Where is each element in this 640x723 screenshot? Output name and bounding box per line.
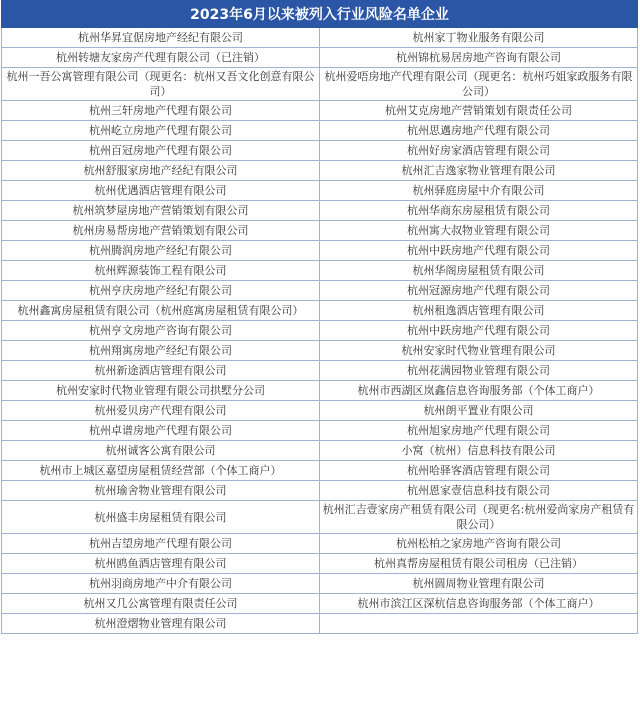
company-cell-left: 杭州羽商房地产中介有限公司 (2, 574, 320, 594)
company-cell-right: 杭州思邁房地产代理有限公司 (320, 121, 638, 141)
table-row (2, 201, 638, 221)
table-row (2, 68, 638, 101)
table-row (2, 161, 638, 181)
company-cell-left: 杭州市上城区嘉望房屋租赁经营部（个体工商户） (2, 461, 320, 481)
table-row (2, 441, 638, 461)
company-cell-right: 小窝（杭州）信息科技有限公司 (320, 441, 638, 461)
company-cell-right: 杭州哈驿客酒店管理有限公司 (320, 461, 638, 481)
company-cell-right: 杭州汇吉壹家房产租赁有限公司（现更名:杭州爱尚家房产租赁有限公司） (320, 501, 638, 534)
company-cell-right: 杭州驿庭房屋中介有限公司 (320, 181, 638, 201)
company-cell-left: 杭州新途酒店管理有限公司 (2, 361, 320, 381)
company-cell-left: 杭州转塘友家房产代理有限公司（已注销） (2, 48, 320, 68)
company-cell-left: 杭州鑫寓房屋租赁有限公司（杭州庭寓房屋租赁有限公司） (2, 301, 320, 321)
company-cell-left: 杭州辉源装饰工程有限公司 (2, 261, 320, 281)
company-cell-left: 杭州一吾公寓管理有限公司（现更名：杭州又吾文化创意有限公司） (2, 68, 320, 101)
table-row (2, 501, 638, 534)
company-cell-left: 杭州鸥鱼酒店管理有限公司 (2, 554, 320, 574)
table-row (2, 48, 638, 68)
table-row (2, 321, 638, 341)
table-row (2, 141, 638, 161)
table-row (2, 101, 638, 121)
company-cell-left: 杭州腾润房地产经纪有限公司 (2, 241, 320, 261)
company-cell-right: 杭州恩家壹信息科技有限公司 (320, 481, 638, 501)
company-cell-right: 杭州爱唔房地产代理有限公司（现更名：杭州巧姐家政服务有限公司） (320, 68, 638, 101)
table-row (2, 121, 638, 141)
company-cell-right: 杭州艾克房地产营销策划有限责任公司 (320, 101, 638, 121)
company-cell-left: 杭州盛丰房屋租赁有限公司 (2, 501, 320, 534)
company-cell-left: 杭州又几公寓管理有限责任公司 (2, 594, 320, 614)
company-cell-right: 杭州市滨江区深杭信息咨询服务部（个体工商户） (320, 594, 638, 614)
company-cell-left: 杭州亨庆房地产经纪有限公司 (2, 281, 320, 301)
table-row (2, 281, 638, 301)
company-cell-right: 杭州市西湖区岚鑫信息咨询服务部（个体工商户） (320, 381, 638, 401)
company-cell-left: 杭州筑梦屋房地产营销策划有限公司 (2, 201, 320, 221)
company-cell-right: 杭州汇吉逸家物业管理有限公司 (320, 161, 638, 181)
table-row (2, 341, 638, 361)
company-cell-left: 杭州瑜舍物业管理有限公司 (2, 481, 320, 501)
company-cell-right: 杭州安家时代物业管理有限公司 (320, 341, 638, 361)
company-cell-right: 杭州好房家酒店管理有限公司 (320, 141, 638, 161)
company-cell-left: 杭州优遇酒店管理有限公司 (2, 181, 320, 201)
table-row (2, 401, 638, 421)
company-cell-right: 杭州旭家房地产代理有限公司 (320, 421, 638, 441)
table-row (2, 574, 638, 594)
table-row (2, 461, 638, 481)
company-cell-right: 杭州华阁房屋租赁有限公司 (320, 261, 638, 281)
table-row (2, 241, 638, 261)
company-cell-right: 杭州朗平置业有限公司 (320, 401, 638, 421)
company-cell-right: 杭州冠源房地产代理有限公司 (320, 281, 638, 301)
company-cell-left: 杭州亨文房地产咨询有限公司 (2, 321, 320, 341)
table-row (2, 481, 638, 501)
company-cell-right: 杭州圆周物业管理有限公司 (320, 574, 638, 594)
table-row (2, 301, 638, 321)
table-title: 2023年6月以来被列入行业风险名单企业 (2, 1, 638, 28)
company-cell-left: 杭州三轩房地产代理有限公司 (2, 101, 320, 121)
table-header-row (2, 1, 638, 28)
company-cell-left: 杭州百冠房地产代理有限公司 (2, 141, 320, 161)
table-body (2, 28, 638, 634)
company-cell-left: 杭州舒服家房地产经纪有限公司 (2, 161, 320, 181)
company-cell-left: 杭州翔寓房地产经纪有限公司 (2, 341, 320, 361)
risk-list-table (1, 0, 638, 634)
table-row (2, 381, 638, 401)
company-cell-right: 杭州中跃房地产代理有限公司 (320, 321, 638, 341)
table-row (2, 554, 638, 574)
company-cell-left: 杭州安家时代物业管理有限公司拱墅分公司 (2, 381, 320, 401)
company-cell-right: 杭州家丁物业服务有限公司 (320, 28, 638, 48)
table-row (2, 221, 638, 241)
company-cell-left: 杭州吉望房地产代理有限公司 (2, 534, 320, 554)
company-cell-right: 杭州松柏之家房地产咨询有限公司 (320, 534, 638, 554)
table-row (2, 594, 638, 614)
company-cell-right: 杭州寓大叔物业管理有限公司 (320, 221, 638, 241)
company-cell-right: 杭州华商东房屋租赁有限公司 (320, 201, 638, 221)
table-row (2, 534, 638, 554)
company-cell-right: 杭州真帮房屋租赁有限公司租房（已注销） (320, 554, 638, 574)
table-row (2, 28, 638, 48)
table-row (2, 614, 638, 634)
company-cell-right: 杭州租逸酒店管理有限公司 (320, 301, 638, 321)
company-cell-left: 杭州华昇宜倨房地产经纪有限公司 (2, 28, 320, 48)
table-row (2, 421, 638, 441)
company-cell-right: 杭州中跃房地产代理有限公司 (320, 241, 638, 261)
company-cell-right: 杭州锦杭易居房地产咨询有限公司 (320, 48, 638, 68)
company-cell-left: 杭州爱贝房产代理有限公司 (2, 401, 320, 421)
company-cell-left: 杭州卓谱房地产代理有限公司 (2, 421, 320, 441)
table-row (2, 361, 638, 381)
table-row (2, 261, 638, 281)
company-cell-left: 杭州诚客公寓有限公司 (2, 441, 320, 461)
company-cell-right (320, 614, 638, 634)
table-row (2, 181, 638, 201)
company-cell-left: 杭州澄熠物业管理有限公司 (2, 614, 320, 634)
company-cell-left: 杭州屹立房地产代理有限公司 (2, 121, 320, 141)
company-cell-left: 杭州房易帮房地产营销策划有限公司 (2, 221, 320, 241)
company-cell-right: 杭州花满园物业管理有限公司 (320, 361, 638, 381)
